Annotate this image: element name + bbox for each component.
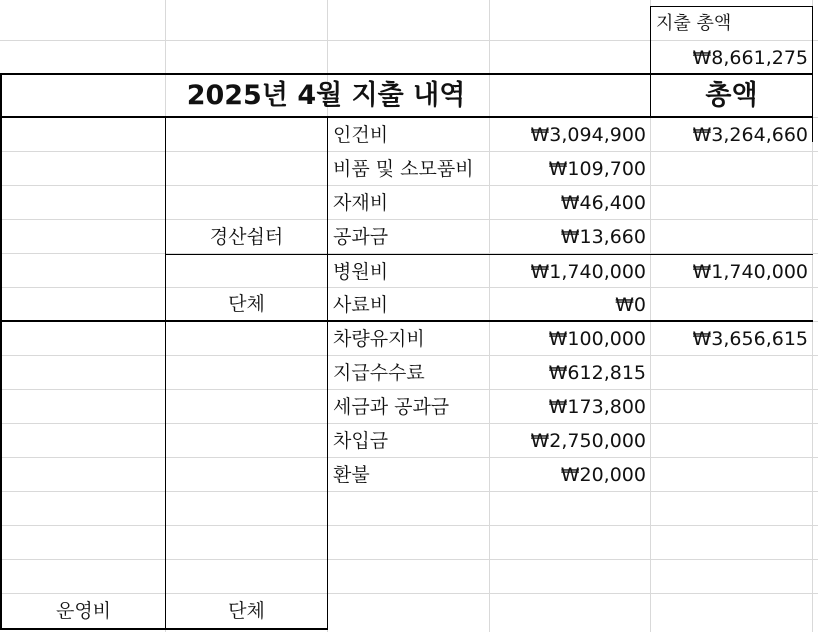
item-cell[interactable]: 차량유지비: [333, 328, 425, 350]
total-cell[interactable]: [651, 356, 808, 390]
amount-cell[interactable]: ₩13,660: [560, 226, 646, 248]
total-cell[interactable]: [651, 220, 808, 254]
total-column-header[interactable]: 총액: [705, 80, 758, 111]
total-cell[interactable]: ₩1,740,000: [692, 261, 808, 283]
item-cell[interactable]: 자재비: [333, 192, 389, 214]
item-cell[interactable]: 병원비: [333, 261, 389, 283]
item-cell[interactable]: 사료비: [333, 294, 389, 316]
total-cell[interactable]: [651, 288, 808, 322]
sheet-title[interactable]: 2025년 4월 지출 내역: [186, 80, 466, 111]
group-label-shelter[interactable]: 경산쉼터: [209, 226, 284, 248]
total-cell[interactable]: [651, 458, 808, 492]
total-cell[interactable]: [651, 186, 808, 220]
amount-cell[interactable]: ₩100,000: [548, 328, 646, 350]
amount-cell[interactable]: ₩20,000: [560, 464, 646, 486]
item-cell[interactable]: 비품 및 소모품비: [333, 158, 474, 180]
amount-cell[interactable]: ₩46,400: [560, 192, 646, 214]
amount-cell[interactable]: ₩0: [615, 294, 646, 316]
item-cell[interactable]: 환불: [333, 464, 370, 486]
item-cell[interactable]: 인건비: [333, 124, 389, 146]
total-expense-value[interactable]: ₩8,661,275: [692, 47, 808, 69]
amount-cell[interactable]: ₩2,750,000: [530, 430, 646, 452]
total-cell[interactable]: ₩3,264,660: [692, 124, 808, 146]
total-expense-label[interactable]: 지출 총액: [656, 13, 732, 34]
item-cell[interactable]: 지급수수료: [333, 362, 425, 384]
amount-cell[interactable]: ₩109,700: [548, 158, 646, 180]
group-label-organization[interactable]: 단체: [228, 293, 265, 315]
amount-cell[interactable]: ₩1,740,000: [530, 261, 646, 283]
total-cell[interactable]: [651, 152, 808, 186]
total-cell[interactable]: ₩3,656,615: [692, 328, 808, 350]
total-cell[interactable]: [651, 390, 808, 424]
group-label-operating-cost[interactable]: 운영비: [55, 600, 112, 622]
item-cell[interactable]: 공과금: [333, 226, 389, 248]
amount-cell[interactable]: ₩612,815: [548, 362, 646, 384]
item-cell[interactable]: 차입금: [333, 430, 389, 452]
group-label-organization-2[interactable]: 단체: [228, 600, 265, 622]
amount-cell[interactable]: ₩3,094,900: [530, 124, 646, 146]
item-cell[interactable]: 세금과 공과금: [333, 396, 450, 418]
total-cell[interactable]: [651, 424, 808, 458]
amount-cell[interactable]: ₩173,800: [548, 396, 646, 418]
